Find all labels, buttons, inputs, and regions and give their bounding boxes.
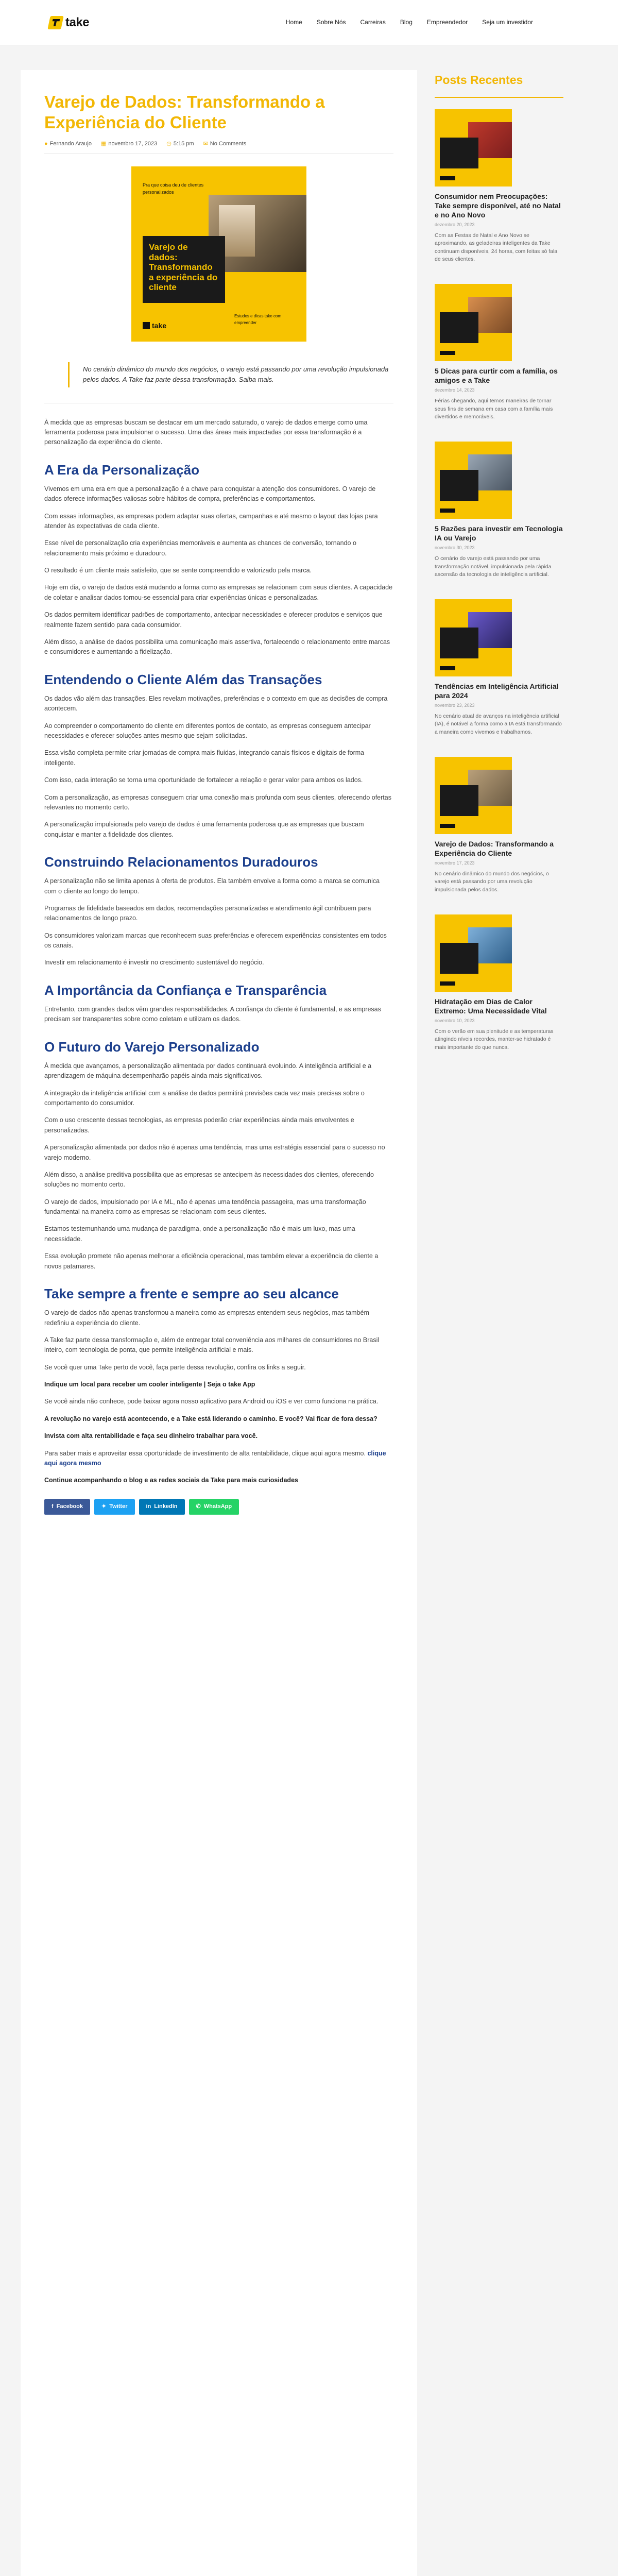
recent-post-date: dezembro 14, 2023 — [435, 387, 475, 393]
share-twitter-button[interactable] — [94, 1499, 134, 1515]
recent-post-title[interactable]: Tendências em Inteligência Artificial para 2024 — [435, 682, 559, 700]
thumb-panel — [440, 138, 478, 168]
post-thumbnail[interactable] — [435, 914, 512, 992]
recent-post[interactable] — [435, 599, 563, 736]
paragraph: Ao compreender o comportamento do cliente em diferentes pontos de contato, as empresas conseguem antecipar necessidades e oferecer soluções antes mesmo que sejam solicitadas. — [44, 722, 371, 740]
recent-post-excerpt: O cenário do varejo está passando por uma transformação notável, impulsionada pela rápida ascensão da tecnologia de inteligência artificial. — [435, 555, 552, 578]
cta-heading: Continue acompanhando o blog e as redes sociais da Take para mais curiosidades — [44, 1477, 298, 1484]
paragraph: Com isso, cada interação se torna uma oportunidade de fortalecer a relação e gerar valor para ambos os lados. — [44, 776, 363, 784]
paragraph: Além disso, a análise de dados possibilita uma comunicação mais assertiva, fortalecendo o relacionamento entre marcas e consumidores e aumentando a fidelização. — [44, 638, 390, 656]
paragraph: Hoje em dia, o varejo de dados está mudando a forma como as empresas se relacionam com seus clientes. A capacidade de coletar e analisar dados tornou-se essencial para criar experiências únicas e personalizadas. — [44, 584, 393, 601]
blog-article — [21, 70, 417, 2576]
post-thumbnail[interactable] — [435, 284, 512, 361]
thumb-panel — [440, 470, 478, 501]
thumb-logo — [440, 666, 455, 670]
cta-text: Para saber mais e aproveitar essa oportunidade de investimento de alta rentabilidade, clique aqui agora mesmo. — [44, 1449, 366, 1457]
post-thumbnail[interactable] — [435, 599, 512, 676]
post-thumbnail[interactable] — [435, 109, 512, 187]
paragraph: Os consumidores valorizam marcas que reconhecem suas preferências e oferecem experiências consistentes em todos os canais. — [44, 931, 387, 950]
recent-post-title[interactable]: Hidratação em Dias de Calor Extremo: Uma Necessidade Vital — [435, 997, 547, 1015]
logo-icon — [143, 322, 150, 329]
thumb-logo — [440, 509, 455, 513]
paragraph: Além disso, a análise preditiva possibilita que as empresas se antecipem às necessidades dos clientes, oferecendo soluções no momento certo. — [44, 1171, 374, 1189]
nav-empreendedor[interactable]: Empreendedor — [426, 19, 468, 26]
comment-icon: ✉ — [203, 141, 208, 147]
intro-quote: No cenário dinâmico do mundo dos negócios, o varejo está passando por uma revolução impulsionada pelos dados. A Take faz parte dessa transformação. Saiba mais. — [68, 362, 393, 387]
paragraph: À medida que as empresas buscam se destacar em um mercado saturado, o varejo de dados emerge como uma ferramenta poderosa para impulsionar o sucesso. Uma das áreas mais impactadas por essa transformação é a personalização da experiência do cliente. — [44, 418, 368, 446]
thumb-logo — [440, 176, 455, 180]
time-text: 5:15 pm — [173, 141, 194, 147]
linkedin-icon: in — [146, 1503, 151, 1510]
paragraph: À medida que avançamos, a personalização alimentada por dados continuará evoluindo. A inteligência artificial e a aprendizagem de máquina desempenharão papéis ainda mais significativos. — [44, 1062, 372, 1080]
paragraph: Estamos testemunhando uma mudança de paradigma, onde a personalização não é mais um luxo, mas uma necessidade. — [44, 1225, 355, 1243]
facebook-icon: f — [52, 1503, 54, 1510]
thumb-logo — [440, 351, 455, 355]
share-label: Twitter — [109, 1503, 128, 1510]
recent-post-excerpt: Com o verão em sua plenitude e as temperaturas atingindo níveis recordes, manter-se hidratado é mais importante do que nunca. — [435, 1028, 554, 1050]
post-meta — [44, 140, 393, 154]
paragraph: O varejo de dados, impulsionado por IA e ML, não é apenas uma tendência passageira, mas uma transformação fundamental na maneira como as empresas se relacionam com seus clientes. — [44, 1198, 366, 1216]
hero-foot: Estudos e dicas take com empreender — [234, 314, 282, 325]
paragraph: Entretanto, com grandes dados vêm grandes responsabilidades. A confiança do cliente é fundamental, e as empresas precisam ser transparentes sobre como coletam e utilizam os dados. — [44, 1006, 381, 1023]
paragraph — [44, 1449, 393, 1469]
share-label: WhatsApp — [203, 1503, 232, 1510]
invest-link[interactable]: clique aqui agora mesmo — [44, 1449, 386, 1467]
paragraph: Essa evolução promete não apenas melhorar a eficiência operacional, mas também elevar a experiência do cliente a novos patamares. — [44, 1252, 379, 1270]
paragraph: Vivemos em uma era em que a personalização é a chave para conquistar a atenção dos consumidores. O varejo de dados oferece informações valiosas sobre hábitos de compra, preferências e comportamentos. — [44, 485, 376, 503]
recent-post[interactable] — [435, 109, 563, 263]
recent-post-date: dezembro 20, 2023 — [435, 222, 475, 228]
paragraph: Com o uso crescente dessas tecnologias, as empresas poderão criar experiências ainda mais envolventes e personalizadas. — [44, 1116, 354, 1134]
post-author[interactable] — [44, 140, 92, 148]
comments-text: No Comments — [210, 141, 247, 147]
thumb-panel — [440, 943, 478, 974]
paragraph: A integração da inteligência artificial com a análise de dados permitirá previsões cada vez mais precisas sobre o comportamento do consumidor. — [44, 1089, 365, 1107]
recent-post-excerpt: Com as Festas de Natal e Ano Novo se aproximando, as geladeiras inteligentes da Take continuam disponíveis, 24 horas, com feitas só fala de seus clientes. — [435, 232, 558, 262]
section-heading: A Importância da Confiança e Transparência — [44, 982, 327, 998]
recent-post-title[interactable]: Consumidor nem Preocupações: Take sempre disponível, até no Natal e no Ano Novo — [435, 192, 561, 219]
recent-post-title[interactable]: Varejo de Dados: Transformando a Experiência do Cliente — [435, 839, 554, 858]
recent-post-title[interactable]: 5 Dicas para curtir com a família, os amigos e a Take — [435, 367, 558, 385]
paragraph: O resultado é um cliente mais satisfeito, que se sente compreendido e valorizado pela marca. — [44, 567, 312, 574]
nav-blog[interactable]: Blog — [400, 19, 413, 26]
post-title: Varejo de Dados: Transformando a Experiência do Cliente — [44, 92, 325, 132]
recent-post-excerpt: Férias chegando, aqui temos maneiras de tornar seus fins de semana em casa com a família mais divertidos e memoráveis. — [435, 398, 553, 420]
recent-post-date: novembro 30, 2023 — [435, 545, 475, 551]
paragraph: A Take faz parte dessa transformação e, além de entregar total conveniência aos milhares de consumidores no Brasil inteiro, com tecnologia de ponta, que permite inteligência artificial e mais. — [44, 1336, 380, 1354]
cta-heading: Invista com alta rentabilidade e faça seu dinheiro trabalhar para você. — [44, 1432, 258, 1440]
hero-headline: Varejo de dados: Transformando a experiência do cliente — [143, 236, 225, 303]
paragraph: Os dados vão além das transações. Eles revelam motivações, preferências e o contexto em que as decisões de compra acontecem. — [44, 694, 388, 713]
post-thumbnail[interactable] — [435, 442, 512, 519]
nav-home[interactable]: Home — [285, 19, 302, 26]
site-logo[interactable] — [49, 13, 89, 32]
paragraph: A personalização alimentada por dados não é apenas uma tendência, mas uma estratégia essencial para o sucesso no varejo moderno. — [44, 1144, 385, 1161]
section-heading: Entendendo o Cliente Além das Transações — [44, 671, 322, 687]
recent-post[interactable] — [435, 284, 563, 421]
paragraph: Com a personalização, as empresas conseguem criar uma conexão mais profunda com seus clientes, oferecendo ofertas relevantes no momento certo. — [44, 793, 391, 811]
main-nav — [286, 18, 533, 27]
post-comments[interactable] — [203, 140, 247, 148]
hero-tagline: Pra que coisa deu de clientes personalizados — [143, 182, 204, 195]
section-heading: Construindo Relacionamentos Duradouros — [44, 854, 318, 870]
thumb-logo — [440, 824, 455, 828]
share-whatsapp-button[interactable] — [189, 1499, 239, 1515]
paragraph: A personalização impulsionada pelo varejo de dados é uma ferramenta poderosa que as empresas que buscam conquistar e manter a fidelidade dos clientes. — [44, 821, 364, 838]
cta-heading: A revolução no varejo está acontecendo, e a Take está liderando o caminho. E você? Vai ficar de fora dessa? — [44, 1415, 377, 1422]
content-area — [0, 45, 618, 2576]
thumb-panel — [440, 785, 478, 816]
hero-logo — [143, 320, 166, 332]
paragraph: Os dados permitem identificar padrões de comportamento, antecipar necessidades e oferecer produtos e serviços que realmente fazem sentido para cada consumidor. — [44, 611, 383, 629]
share-label: Facebook — [56, 1503, 83, 1510]
section-heading: A Era da Personalização — [44, 462, 200, 478]
whatsapp-icon: ✆ — [196, 1503, 201, 1510]
paragraph: Essa visão completa permite criar jornadas de compra mais fluidas, integrando canais físicos e digitais de forma inteligente. — [44, 749, 365, 767]
calendar-icon: ▦ — [101, 141, 107, 147]
cta-heading[interactable]: Indique um local para receber um cooler inteligente | Seja o take App — [44, 1381, 255, 1388]
paragraph: Programas de fidelidade baseados em dados, recomendações personalizadas e atendimento ágil contribuem para relacionamentos de longo prazo. — [44, 904, 371, 922]
logo-text: take — [65, 15, 90, 29]
paragraph: Investir em relacionamento é investir no crescimento sustentável do negócio. — [44, 959, 264, 967]
nav-investidor[interactable]: Seja um investidor — [482, 19, 533, 26]
thumb-logo — [440, 981, 455, 986]
paragraph: Esse nível de personalização cria experiências memoráveis e aumenta as chances de conversão, tornando o relacionamento mais próximo e duradouro. — [44, 539, 356, 557]
sidebar — [435, 70, 563, 2576]
recent-post-date: novembro 23, 2023 — [435, 703, 475, 708]
clock-icon: ◷ — [166, 141, 171, 147]
nav-carreiras[interactable]: Carreiras — [360, 19, 386, 26]
paragraph: Se você quer uma Take perto de você, faça parte dessa revolução, confira os links a seguir. — [44, 1363, 306, 1371]
recent-post[interactable] — [435, 442, 563, 579]
recent-post-excerpt: No cenário dinâmico do mundo dos negócios, o varejo está passando por uma revolução impulsionada pelos dados. — [435, 871, 549, 893]
paragraph: A personalização não se limita apenas à oferta de produtos. Ela também envolve a forma como a marca se comunica com o cliente ao longo do tempo. — [44, 877, 380, 895]
post-date — [101, 140, 157, 148]
share-buttons — [44, 1499, 393, 1515]
section-heading: O Futuro do Varejo Personalizado — [44, 1039, 260, 1055]
post-time — [166, 140, 194, 148]
share-label: LinkedIn — [154, 1503, 178, 1510]
nav-sobre-nos[interactable]: Sobre Nós — [316, 19, 346, 26]
recent-post-title[interactable]: 5 Razões para investir em Tecnologia IA ou Varejo — [435, 524, 563, 543]
recent-post[interactable] — [435, 914, 563, 1052]
post-thumbnail[interactable] — [435, 757, 512, 834]
site-header — [0, 0, 618, 45]
twitter-icon: ✦ — [101, 1503, 107, 1510]
paragraph: O varejo de dados não apenas transformou a maneira como as empresas entendem seus negócios, mas também redefiniu a experiência do cliente. — [44, 1309, 369, 1327]
recent-post-date: novembro 10, 2023 — [435, 1018, 475, 1024]
thumb-panel — [440, 312, 478, 343]
hero-logo-text: take — [152, 321, 167, 330]
recent-post-excerpt: No cenário atual de avanços na inteligência artificial (IA), é notável a forma como a IA está transformando a maneira como vivemos e trabalhamos. — [435, 713, 562, 735]
paragraph: Com essas informações, as empresas podem adaptar suas ofertas, campanhas e até mesmo o layout das lojas para atender às expectativas de cada cliente. — [44, 512, 378, 530]
recent-post-date: novembro 17, 2023 — [435, 860, 475, 866]
user-icon: ● — [44, 141, 48, 147]
share-linkedin-button[interactable] — [139, 1499, 185, 1515]
recent-post[interactable] — [435, 757, 563, 894]
paragraph: Se você ainda não conhece, pode baixar agora nosso aplicativo para Android ou iOS e ver como funciona na prática. — [44, 1398, 379, 1405]
author-name: Fernando Araujo — [49, 141, 92, 147]
date-text: novembro 17, 2023 — [108, 141, 158, 147]
featured-image — [131, 166, 306, 342]
logo-icon — [47, 16, 64, 29]
share-facebook-button[interactable] — [44, 1499, 90, 1515]
recent-posts-title: Posts Recentes — [435, 70, 563, 98]
section-heading: Take sempre a frente e sempre ao seu alcance — [44, 1285, 339, 1301]
thumb-panel — [440, 628, 478, 658]
